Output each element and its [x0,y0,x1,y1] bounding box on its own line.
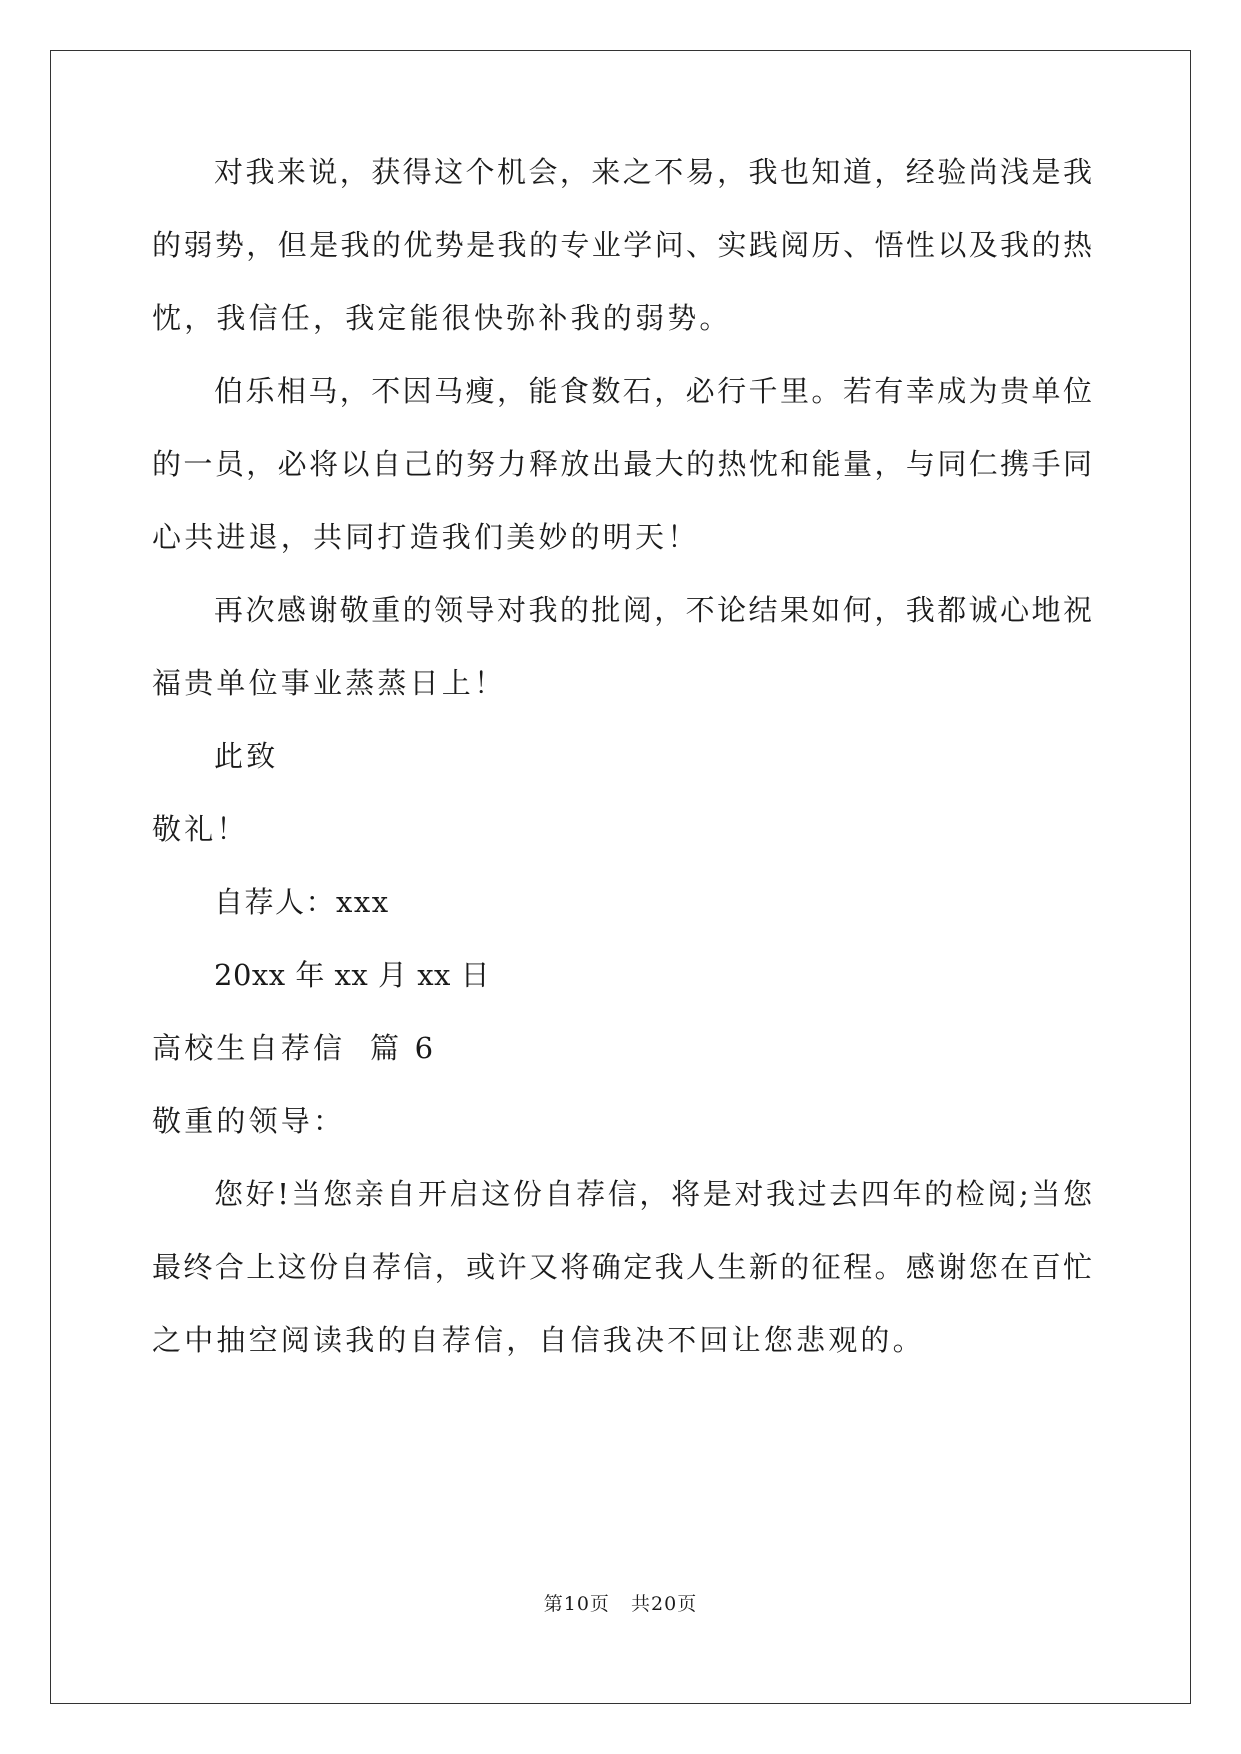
paragraph-1-line-3: 忱，我信任，我定能很快弥补我的弱势。 [152,301,732,335]
paragraph-4-line-1: 您好!当您亲自开启这份自荐信，将是对我过去四年的检阅;当您 [214,1177,1092,1211]
closing-salutation: 此致 [214,739,279,773]
closing-regards: 敬礼！ [152,812,249,846]
paragraph-1-line-1: 对我来说，获得这个机会，来之不易，我也知道，经验尚浅是我 [214,155,1092,189]
paragraph-2-line-2: 的一员，必将以自己的努力释放出最大的热忱和能量，与同仁携手同 [152,447,1092,481]
paragraph-3-line-2: 福贵单位事业蒸蒸日上！ [152,666,507,700]
date-line: 20xx 年 xx 月 xx 日 [214,958,491,992]
paragraph-2-line-1: 伯乐相马，不因马瘦，能食数石，必行千里。若有幸成为贵单位 [214,374,1092,408]
paragraph-4-line-3: 之中抽空阅读我的自荐信，自信我决不回让您悲观的。 [152,1323,925,1357]
paragraph-1-line-2: 的弱势，但是我的优势是我的专业学问、实践阅历、悟性以及我的热 [152,228,1092,262]
page-number-footer: 第10页 共20页 [543,1593,698,1615]
paragraph-4-line-2: 最终合上这份自荐信，或许又将确定我人生新的征程。感谢您在百忙 [152,1250,1092,1284]
greeting: 敬重的领导： [152,1104,346,1138]
paragraph-2-line-3: 心共进退，共同打造我们美妙的明天！ [152,520,700,554]
signature-line: 自荐人：xxx [214,885,390,919]
paragraph-3-line-1: 再次感谢敬重的领导对我的批阅，不论结果如何，我都诚心地祝 [214,593,1092,627]
section-heading: 高校生自荐信 篇 6 [152,1031,437,1065]
